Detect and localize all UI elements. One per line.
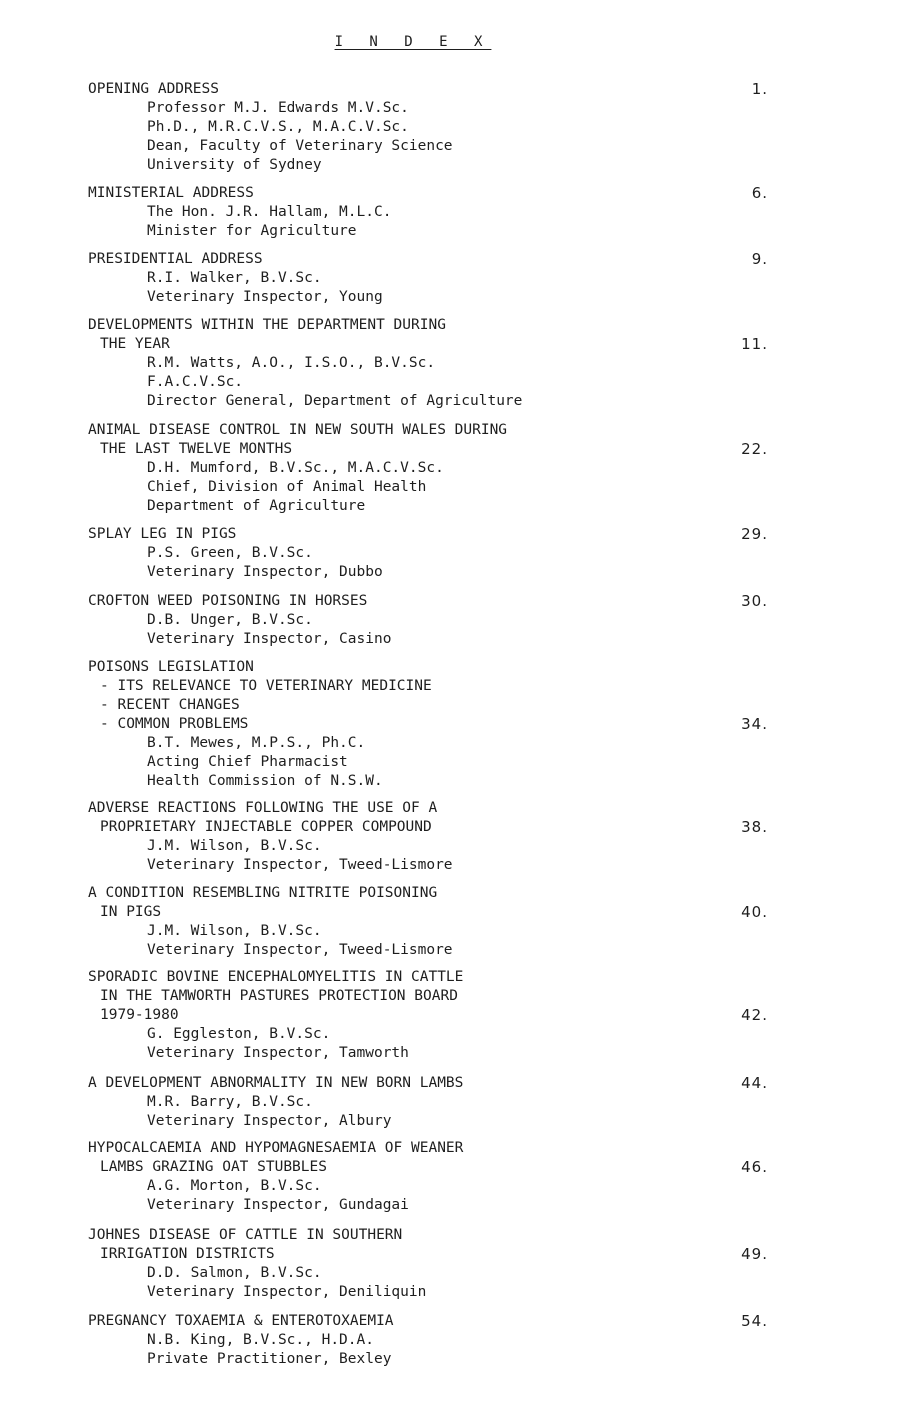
entry-author-line: Department of Agriculture <box>147 498 366 514</box>
entry-title-continued: THE YEAR <box>100 336 170 352</box>
entry-author-line: M.R. Barry, B.V.Sc. <box>147 1094 313 1110</box>
entry-title: ADVERSE REACTIONS FOLLOWING THE USE OF A <box>88 800 438 816</box>
entry-author-line: Veterinary Inspector, Young <box>147 289 383 305</box>
index-entry <box>88 884 788 960</box>
page-number: 6. <box>751 184 768 202</box>
entry-title: JOHNES DISEASE OF CATTLE IN SOUTHERN <box>88 1227 403 1243</box>
entry-author-line: F.A.C.V.Sc. <box>147 374 244 390</box>
entry-author-line: Veterinary Inspector, Tweed-Lismore <box>147 942 453 958</box>
entry-title: POISONS LEGISLATION <box>88 659 254 675</box>
index-entry <box>88 1312 788 1369</box>
entry-title-continued: IN PIGS <box>100 904 162 920</box>
entry-author-line: Chief, Division of Animal Health <box>147 479 427 495</box>
entry-title: PRESIDENTIAL ADDRESS <box>88 251 263 267</box>
index-entry <box>88 968 788 1063</box>
entry-title: DEVELOPMENTS WITHIN THE DEPARTMENT DURING <box>88 317 446 333</box>
page-number: 49. <box>741 1245 768 1263</box>
entry-author-line: Veterinary Inspector, Albury <box>147 1113 392 1129</box>
entry-author-line: University of Sydney <box>147 157 322 173</box>
entry-title: A DEVELOPMENT ABNORMALITY IN NEW BORN LAMBS <box>88 1075 464 1091</box>
page-number: 42. <box>741 1006 768 1024</box>
page-number: 46. <box>741 1158 768 1176</box>
entry-author-line: Professor M.J. Edwards M.V.Sc. <box>147 100 409 116</box>
page-number: 29. <box>741 525 768 543</box>
index-entry <box>88 799 788 875</box>
index-entry <box>88 184 788 241</box>
index-entry <box>88 250 788 307</box>
page-number: 40. <box>741 903 768 921</box>
entry-title: PREGNANCY TOXAEMIA & ENTEROTOXAEMIA <box>88 1313 394 1329</box>
entry-title-continued: THE LAST TWELVE MONTHS <box>100 441 293 457</box>
index-entry <box>88 1139 788 1215</box>
entry-title-continued: IN THE TAMWORTH PASTURES PROTECTION BOARD <box>100 988 458 1004</box>
entry-title: A CONDITION RESEMBLING NITRITE POISONING <box>88 885 438 901</box>
entry-author-line: Veterinary Inspector, Tamworth <box>147 1045 409 1061</box>
entry-author-line: J.M. Wilson, B.V.Sc. <box>147 923 322 939</box>
page-number: 38. <box>741 818 768 836</box>
entry-author-line: B.T. Mewes, M.P.S., Ph.C. <box>147 735 366 751</box>
entry-author-line: J.M. Wilson, B.V.Sc. <box>147 838 322 854</box>
entry-title: ANIMAL DISEASE CONTROL IN NEW SOUTH WALES DURING <box>88 422 508 438</box>
index-entry <box>88 80 788 175</box>
entry-author-line: Veterinary Inspector, Deniliquin <box>147 1284 427 1300</box>
page-number: 34. <box>741 715 768 733</box>
entry-title-continued: LAMBS GRAZING OAT STUBBLES <box>100 1159 327 1175</box>
entry-author-line: P.S. Green, B.V.Sc. <box>147 545 313 561</box>
entry-title: SPLAY LEG IN PIGS <box>88 526 237 542</box>
entry-title-continued: - ITS RELEVANCE TO VETERINARY MEDICINE <box>100 678 432 694</box>
entry-title-continued: - COMMON PROBLEMS <box>100 716 249 732</box>
entry-title: SPORADIC BOVINE ENCEPHALOMYELITIS IN CATTLE <box>88 969 464 985</box>
index-entry <box>88 592 788 649</box>
entry-title: CROFTON WEED POISONING IN HORSES <box>88 593 368 609</box>
entry-title: HYPOCALCAEMIA AND HYPOMAGNESAEMIA OF WEANER <box>88 1140 464 1156</box>
page-number: 1. <box>751 80 768 98</box>
index-title: I N D E X <box>334 34 492 50</box>
entry-author-line: Dean, Faculty of Veterinary Science <box>147 138 453 154</box>
index-entry <box>88 658 788 791</box>
entry-title-continued: IRRIGATION DISTRICTS <box>100 1246 275 1262</box>
entry-author-line: R.M. Watts, A.O., I.S.O., B.V.Sc. <box>147 355 436 371</box>
entry-title-continued: - RECENT CHANGES <box>100 697 240 713</box>
entry-author-line: Director General, Department of Agriculture <box>147 393 523 409</box>
entry-author-line: Private Practitioner, Bexley <box>147 1351 392 1367</box>
index-entry <box>88 525 788 582</box>
entry-author-line: Veterinary Inspector, Dubbo <box>147 564 383 580</box>
page-number: 44. <box>741 1074 768 1092</box>
entry-title-continued: PROPRIETARY INJECTABLE COPPER COMPOUND <box>100 819 432 835</box>
entry-title: MINISTERIAL ADDRESS <box>88 185 254 201</box>
entry-author-line: Ph.D., M.R.C.V.S., M.A.C.V.Sc. <box>147 119 409 135</box>
page-number: 9. <box>751 250 768 268</box>
entry-author-line: Veterinary Inspector, Tweed-Lismore <box>147 857 453 873</box>
entry-author-line: A.G. Morton, B.V.Sc. <box>147 1178 322 1194</box>
page-number: 11. <box>741 335 768 353</box>
entry-title-continued: 1979-1980 <box>100 1007 179 1023</box>
entry-author-line: Minister for Agriculture <box>147 223 357 239</box>
entry-author-line: Veterinary Inspector, Gundagai <box>147 1197 409 1213</box>
index-entry <box>88 421 788 516</box>
entry-author-line: D.B. Unger, B.V.Sc. <box>147 612 313 628</box>
index-entry <box>88 316 788 411</box>
page-number: 22. <box>741 440 768 458</box>
entry-author-line: The Hon. J.R. Hallam, M.L.C. <box>147 204 392 220</box>
entry-author-line: G. Eggleston, B.V.Sc. <box>147 1026 331 1042</box>
entry-author-line: Veterinary Inspector, Casino <box>147 631 392 647</box>
entry-author-line: Health Commission of N.S.W. <box>147 773 383 789</box>
entry-author-line: D.D. Salmon, B.V.Sc. <box>147 1265 322 1281</box>
entry-title: OPENING ADDRESS <box>88 81 219 97</box>
index-entry <box>88 1074 788 1131</box>
entry-author-line: D.H. Mumford, B.V.Sc., M.A.C.V.Sc. <box>147 460 444 476</box>
entry-author-line: R.I. Walker, B.V.Sc. <box>147 270 322 286</box>
index-entry <box>88 1226 788 1302</box>
entry-author-line: N.B. King, B.V.Sc., H.D.A. <box>147 1332 374 1348</box>
entry-author-line: Acting Chief Pharmacist <box>147 754 348 770</box>
page-number: 30. <box>741 592 768 610</box>
page-number: 54. <box>741 1312 768 1330</box>
